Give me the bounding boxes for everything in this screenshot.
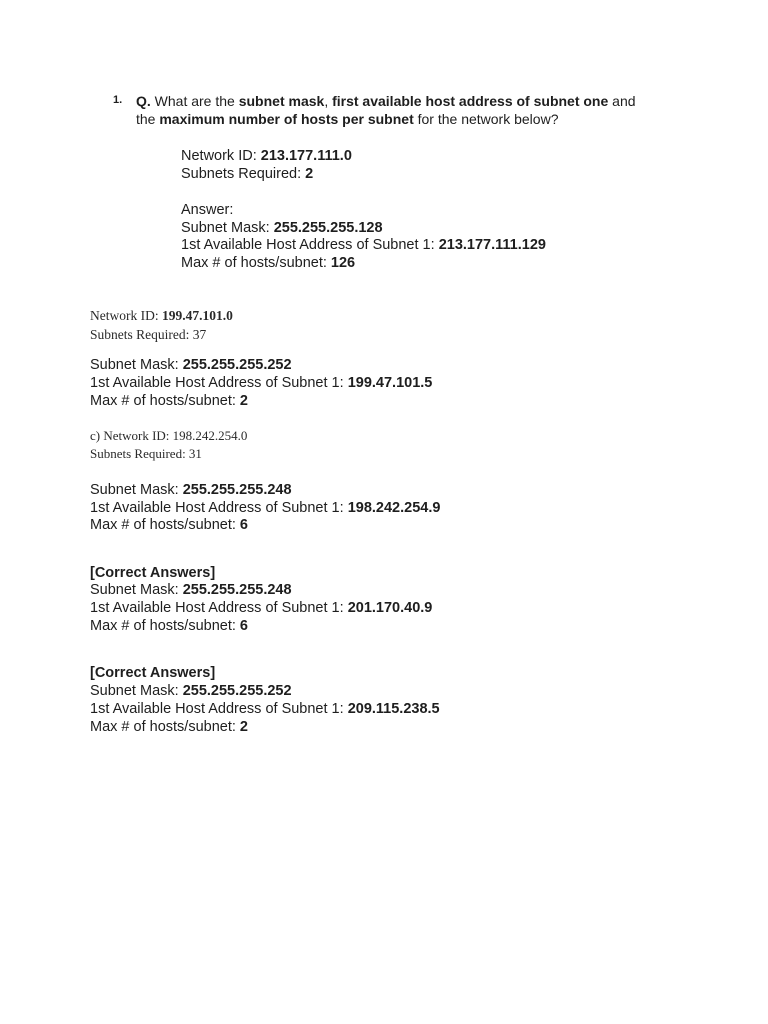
field-value: 198.242.254.9 — [347, 500, 441, 516]
field-label: Max # of hosts/subnet: — [90, 393, 240, 409]
problem-b-network-id — [90, 306, 233, 325]
correct-2-subnet-mask — [90, 682, 292, 700]
question-emphasis: subnet mask — [238, 93, 325, 109]
field-value: 199.47.101.0 — [161, 308, 233, 323]
field-value: 201.170.40.9 — [347, 600, 433, 616]
question-label: Q. — [136, 93, 151, 109]
field-label: Subnets Required: — [90, 327, 193, 342]
field-label: Subnet Mask: — [181, 220, 274, 236]
question-line-2 — [136, 110, 558, 128]
question-emphasis: first available host address of subnet one — [332, 93, 609, 109]
field-value: 213.177.111.129 — [438, 237, 546, 253]
problem-b-subnet-mask — [90, 356, 292, 374]
question-emphasis: maximum number of hosts per subnet — [159, 111, 414, 127]
correct-1-subnet-mask — [90, 581, 292, 599]
field-label: Network ID: — [90, 308, 162, 323]
field-value: 255.255.255.252 — [182, 357, 292, 373]
correct-2-max-hosts — [90, 718, 248, 736]
question-line-1 — [136, 92, 636, 110]
field-value: 2 — [239, 393, 248, 409]
correct-2-first-host — [90, 700, 440, 718]
question-text: , — [324, 93, 333, 109]
field-label: Max # of hosts/subnet: — [90, 618, 240, 634]
problem-c-subnets-required: Subnets Required: 31 — [90, 446, 202, 461]
field-value: 6 — [239, 618, 248, 634]
correct-1-max-hosts — [90, 617, 248, 635]
field-value: 37 — [192, 327, 207, 342]
field-label: Subnet Mask: — [90, 582, 183, 598]
field-label: 1st Available Host Address of Subnet 1: — [181, 237, 439, 253]
example-subnet-mask — [181, 219, 383, 237]
field-label: 1st Available Host Address of Subnet 1: — [90, 375, 348, 391]
field-label: Max # of hosts/subnet: — [90, 517, 240, 533]
question-text: the — [136, 111, 160, 127]
example-max-hosts — [181, 254, 355, 272]
field-value: 199.47.101.5 — [347, 375, 433, 391]
question-text: and — [608, 93, 636, 109]
field-label: Subnet Mask: — [90, 357, 183, 373]
field-value: 209.115.238.5 — [347, 701, 440, 717]
field-value: 255.255.255.252 — [182, 683, 292, 699]
question-number: 1. — [113, 94, 123, 106]
field-value: 2 — [239, 719, 248, 735]
field-label: 1st Available Host Address of Subnet 1: — [90, 600, 348, 616]
field-value: 255.255.255.128 — [273, 220, 383, 236]
field-value: 213.177.111.0 — [260, 148, 352, 164]
problem-c-subnet-mask — [90, 481, 292, 499]
field-label: Subnet Mask: — [90, 482, 183, 498]
field-label: 1st Available Host Address of Subnet 1: — [90, 500, 348, 516]
question-text: for the network below? — [413, 111, 559, 127]
problem-c-max-hosts — [90, 516, 248, 534]
problem-b-max-hosts — [90, 392, 248, 410]
example-answer-label: Answer: — [181, 202, 234, 218]
example-network-id — [181, 147, 352, 165]
field-label: Max # of hosts/subnet: — [90, 719, 240, 735]
field-label: Network ID: — [181, 148, 261, 164]
field-label: Max # of hosts/subnet: — [181, 255, 331, 271]
question-text: What are the — [150, 93, 239, 109]
problem-b-first-host — [90, 374, 432, 392]
correct-1-first-host — [90, 599, 432, 617]
problem-b-subnets-required — [90, 325, 206, 344]
problem-c-first-host — [90, 499, 440, 517]
field-label: 1st Available Host Address of Subnet 1: — [90, 701, 348, 717]
example-first-host — [181, 236, 546, 254]
field-label: Subnet Mask: — [90, 683, 183, 699]
field-value: 126 — [330, 255, 356, 271]
field-label: Subnets Required: — [181, 166, 306, 182]
field-value: 2 — [305, 166, 314, 182]
example-subnets-required — [181, 165, 313, 183]
problem-c-network-id: c) Network ID: 198.242.254.0 — [90, 428, 248, 443]
field-value: 255.255.255.248 — [182, 582, 292, 598]
field-value: 255.255.255.248 — [182, 482, 292, 498]
correct-answers-heading: [Correct Answers] — [90, 665, 216, 681]
correct-answers-heading: [Correct Answers] — [90, 565, 216, 581]
field-value: 6 — [239, 517, 248, 533]
